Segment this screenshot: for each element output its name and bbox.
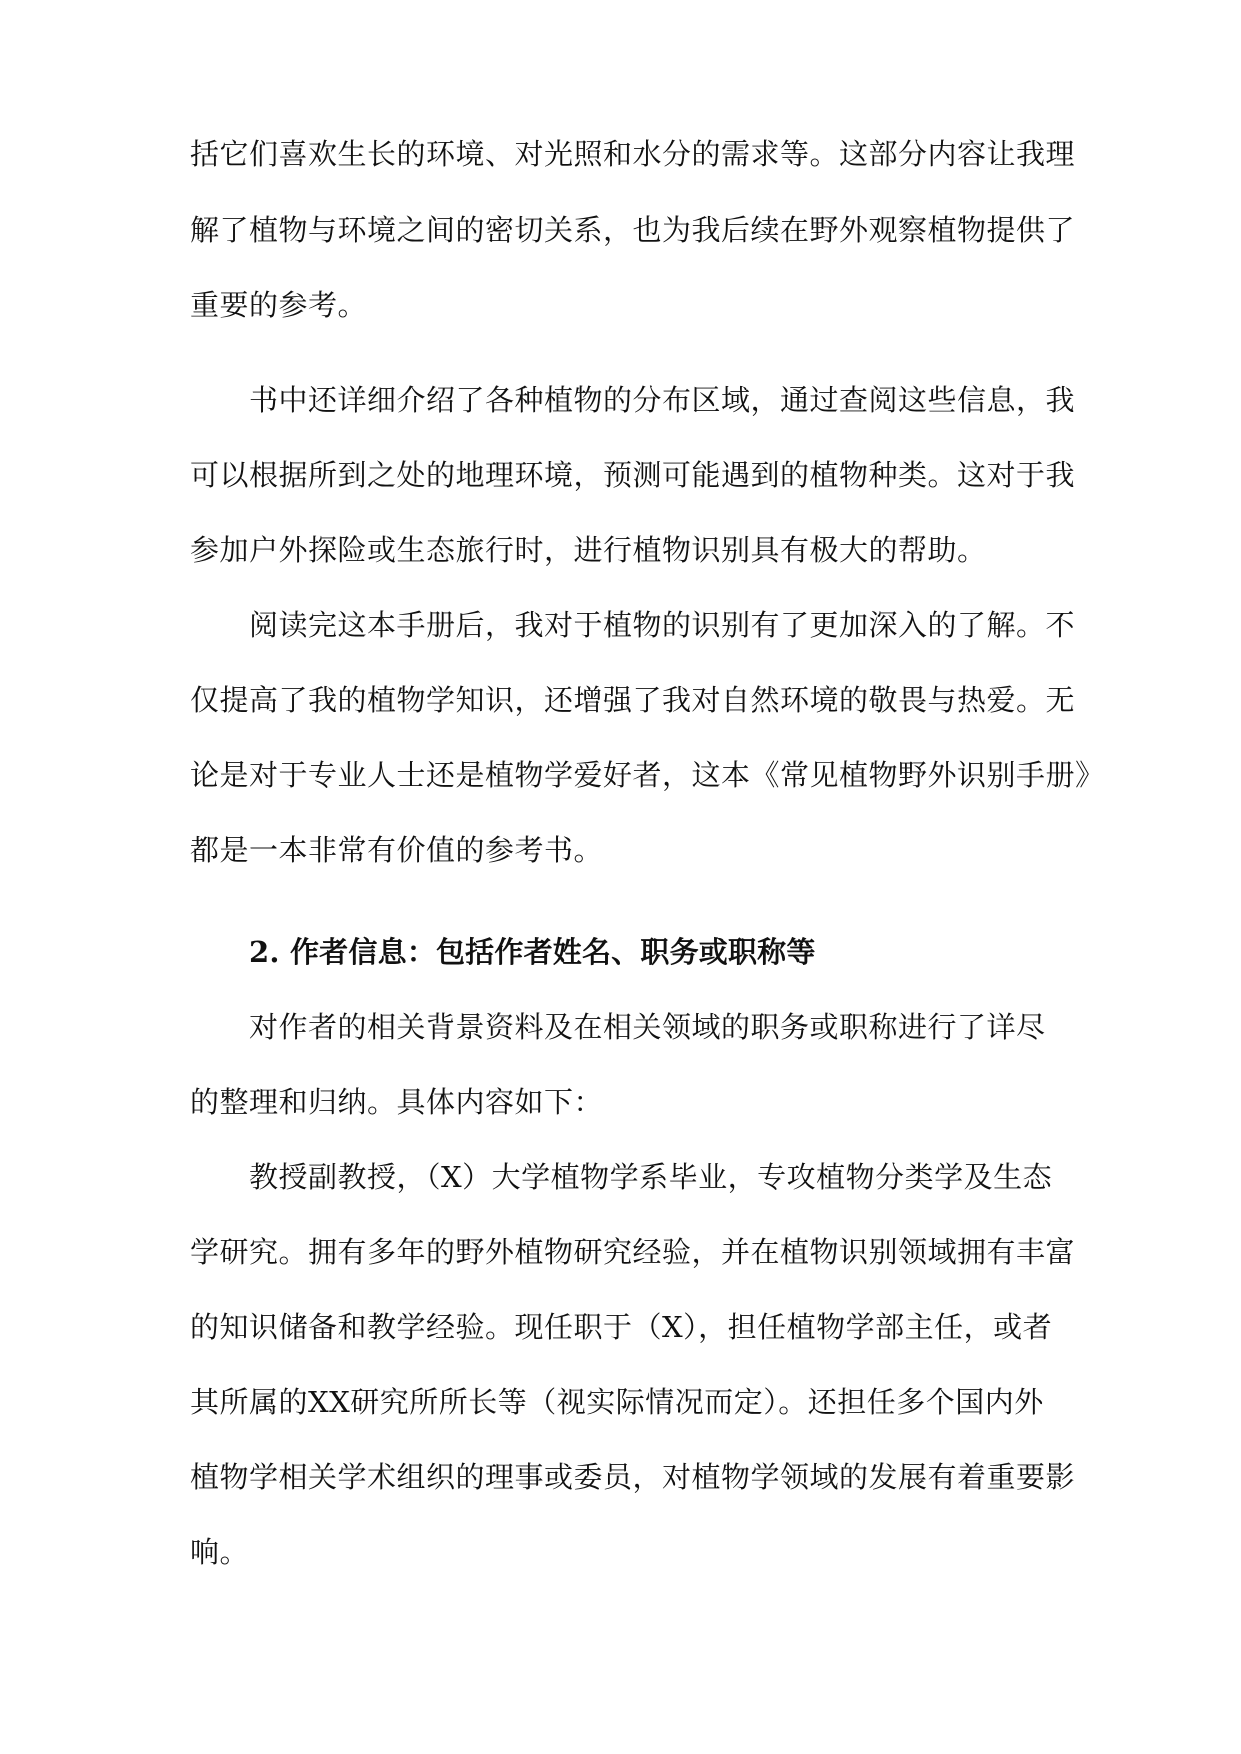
author-paragraph-2-line-3: 的知识储备和教学经验。现任职于（X），担任植物学部主任，或者 bbox=[190, 1310, 1053, 1344]
paragraph-2-line-1: 书中还详细介绍了各种植物的分布区域，通过查阅这些信息，我 bbox=[249, 383, 1076, 417]
section-heading: 2. 作者信息：包括作者姓名、职务或职称等 bbox=[249, 935, 816, 969]
paragraph-1-line-1: 括它们喜欢生长的环境、对光照和水分的需求等。这部分内容让我理 bbox=[190, 137, 1076, 171]
author-paragraph-2-line-6: 响。 bbox=[190, 1535, 250, 1569]
author-paragraph-2-line-5: 植物学相关学术组织的理事或委员，对植物学领域的发展有着重要影 bbox=[190, 1460, 1076, 1494]
paragraph-3-line-4: 都是一本非常有价值的参考书。 bbox=[190, 833, 604, 867]
author-paragraph-2-line-4: 其所属的XX研究所所长等（视实际情况而定）。还担任多个国内外 bbox=[190, 1385, 1044, 1419]
author-paragraph-2-line-1: 教授副教授，（X）大学植物学系毕业，专攻植物分类学及生态 bbox=[249, 1160, 1053, 1194]
paragraph-2-line-2: 可以根据所到之处的地理环境，预测可能遇到的植物种类。这对于我 bbox=[190, 458, 1076, 492]
paragraph-1-line-2: 解了植物与环境之间的密切关系，也为我后续在野外观察植物提供了 bbox=[190, 213, 1076, 247]
paragraph-2-line-3: 参加户外探险或生态旅行时，进行植物识别具有极大的帮助。 bbox=[190, 533, 987, 567]
paragraph-3-line-3: 论是对于专业人士还是植物学爱好者，这本《常见植物野外识别手册》 bbox=[190, 758, 1105, 792]
author-paragraph-1-line-2: 的整理和归纳。具体内容如下： bbox=[190, 1085, 604, 1119]
paragraph-1-line-3: 重要的参考。 bbox=[190, 288, 368, 322]
paragraph-3-line-1: 阅读完这本手册后，我对于植物的识别有了更加深入的了解。不 bbox=[249, 608, 1076, 642]
author-paragraph-2-line-2: 学研究。拥有多年的野外植物研究经验，并在植物识别领域拥有丰富 bbox=[190, 1235, 1076, 1269]
paragraph-3-line-2: 仅提高了我的植物学知识，还增强了我对自然环境的敬畏与热爱。无 bbox=[190, 683, 1076, 717]
author-paragraph-1-line-1: 对作者的相关背景资料及在相关领域的职务或职称进行了详尽 bbox=[249, 1010, 1046, 1044]
